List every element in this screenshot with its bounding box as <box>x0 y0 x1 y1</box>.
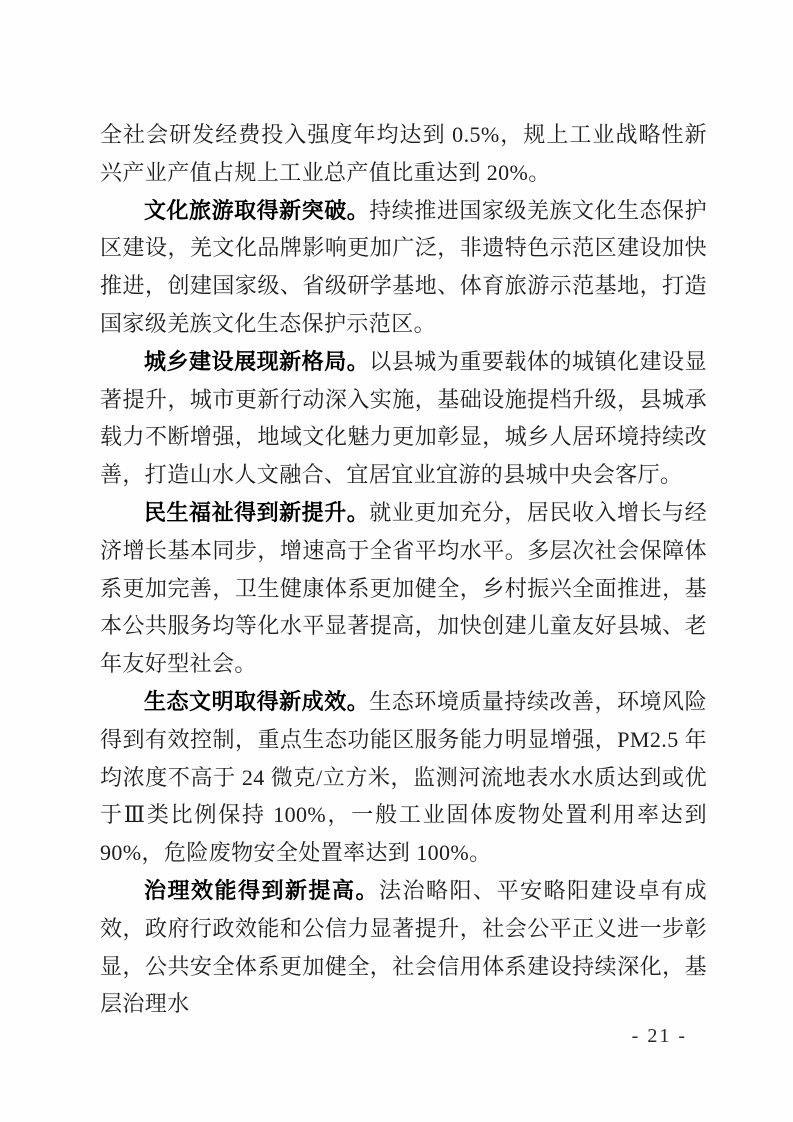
paragraph-text: 生态环境质量持续改善，环境风险得到有效控制，重点生态功能区服务能力明显增强，PM2.5 年均浓度不高于 24 微克/立方米，监测河流地表水水质达到或优于Ⅲ类比例保持 100%，一般工业固体废物处置利用率达到 90%，危险废物安全处置率达到 100%。 <box>100 688 707 866</box>
paragraph-heading: 城乡建设展现新格局。 <box>144 348 370 374</box>
paragraph-heading: 文化旅游取得新突破。 <box>144 197 370 223</box>
paragraph-heading: 生态文明取得新成效。 <box>144 688 370 714</box>
paragraph <box>100 683 707 872</box>
paragraph <box>100 872 707 1023</box>
page-number: - 21 - <box>631 1025 687 1047</box>
paragraph <box>100 494 707 683</box>
paragraph-text: 全社会研发经费投入强度年均达到 0.5%，规上工业战略性新兴产业产值占规上工业总产值比重达到 20%。 <box>100 122 707 185</box>
paragraph <box>100 343 707 494</box>
paragraph-text: 法治略阳、平安略阳建设卓有成效，政府行政效能和公信力显著提升，社会公平正义进一步彰显，公共安全体系更加健全，社会信用体系建设持续深化，基层治理水 <box>100 877 707 1017</box>
paragraph <box>100 116 707 192</box>
document-body <box>100 116 707 1023</box>
paragraph-heading: 治理效能得到新提高。 <box>144 877 380 903</box>
paragraph-heading: 民生福祉得到新提升。 <box>144 499 370 525</box>
paragraph <box>100 192 707 343</box>
paragraph-text: 以县城为重要载体的城镇化建设显著提升，城市更新行动深入实施，基础设施提档升级，县城承载力不断增强，地域文化魅力更加彰显，城乡人居环境持续改善，打造山水人文融合、宜居宜业宜游的县城中央会客厅。 <box>100 348 707 488</box>
paragraph-text: 持续推进国家级羌族文化生态保护区建设，羌文化品牌影响更加广泛，非遗特色示范区建设加快推进，创建国家级、省级研学基地、体育旅游示范基地，打造国家级羌族文化生态保护示范区。 <box>100 197 707 336</box>
paragraph-text: 就业更加充分，居民收入增长与经济增长基本同步，增速高于全省平均水平。多层次社会保障体系更加完善，卫生健康体系更加健全，乡村振兴全面推进，基本公共服务均等化水平显著提高，加快创建儿童友好县城、老年友好型社会。 <box>100 499 707 677</box>
